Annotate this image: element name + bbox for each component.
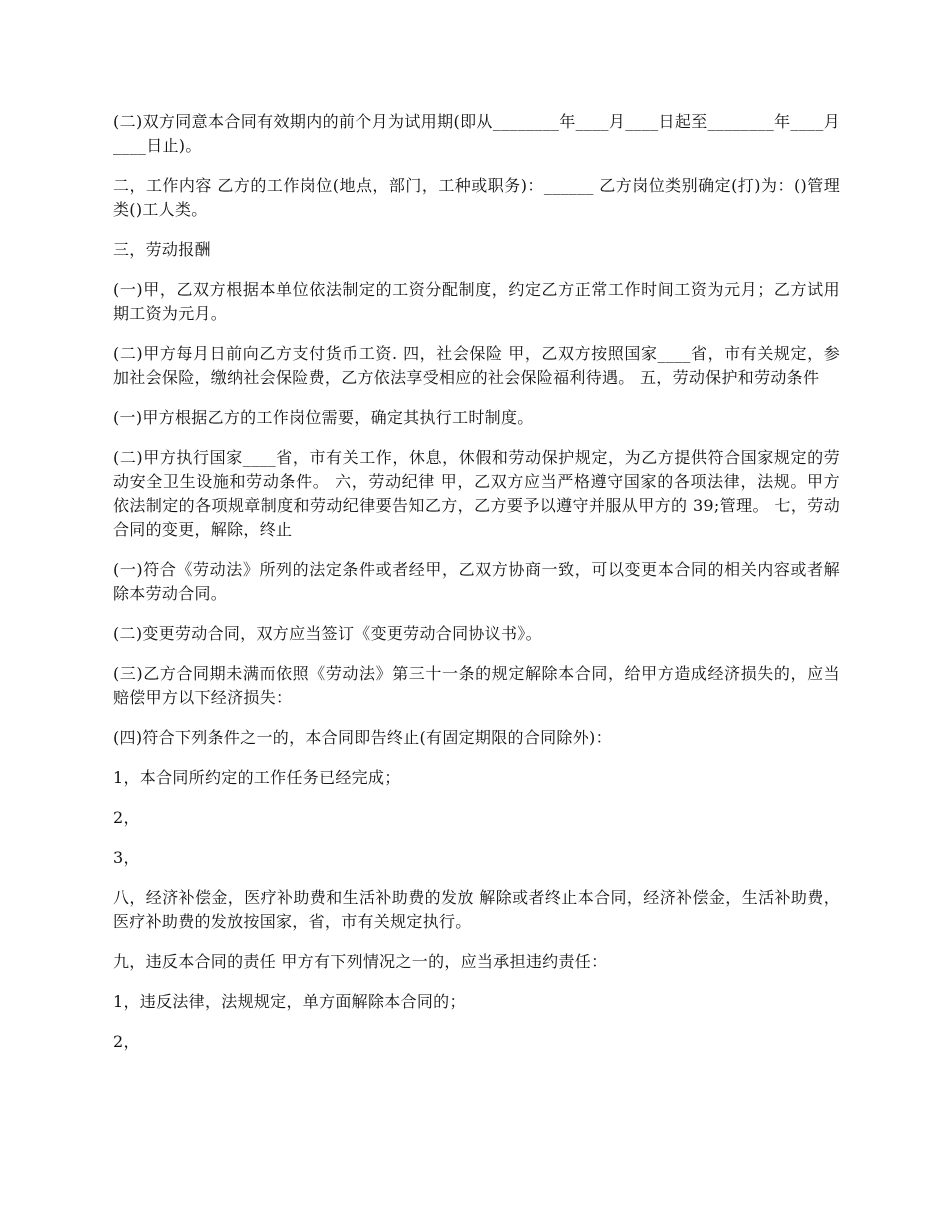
paragraph-probation-period: (二)双方同意本合同有效期内的前个月为试用期(即从________年____月____日起至________年____月____日止)。 [113,112,840,155]
list-item-condition-1: 1，本合同所约定的工作任务已经完成； [113,768,401,787]
paragraph-labor-protection-discipline: (二)甲方执行国家____省，市有关工作，休息，休假和劳动保护规定，为乙方提供符合国家规定的劳动安全卫生设施和劳动条件。 六，劳动纪律 甲，乙双方应当严格遵守国家的各项法律，法规。甲方依法制定的各项规章制度和劳动纪律要告知乙方，乙方要予以遵守并服从甲方的 39;管理。 七，劳动合同的变更，解除，终止 [113,448,840,539]
list-item-liability-1: 1，违反法律，法规规定，单方面解除本合同的； [113,992,466,1011]
paragraph-payment-social-insurance: (二)甲方每月日前向乙方支付货币工资. 四，社会保险 甲，乙双方按照国家____省，市有关规定，参加社会保险，缴纳社会保险费，乙方依法享受相应的社会保险福利待遇。 五，劳动保护和劳动条件 [113,344,840,387]
paragraph-early-termination: (三)乙方合同期未满而依照《劳动法》第三十一条的规定解除本合同，给甲方造成经济损失的，应当赔偿甲方以下经济损失： [113,664,840,707]
paragraph-contract-change: (一)符合《劳动法》所列的法定条件或者经甲，乙双方协商一致，可以变更本合同的相关内容或者解除本劳动合同。 [113,560,840,603]
paragraph-change-agreement: (二)变更劳动合同，双方应当签订《变更劳动合同协议书》。 [113,624,542,643]
document-body [113,110,840,1070]
paragraph-termination-conditions: (四)符合下列条件之一的，本合同即告终止(有固定期限的合同除外)： [113,728,612,747]
list-item-condition-2: 2， [113,808,140,827]
paragraph-job-content: 二，工作内容 乙方的工作岗位(地点，部门，工种或职务)：______ 乙方岗位类别确定(打)为：()管理类()工人类。 [113,176,840,219]
paragraph-working-hours: (一)甲方根据乙方的工作岗位需要，确定其执行工时制度。 [113,408,534,427]
paragraph-liability: 九，违反本合同的责任 甲方有下列情况之一的，应当承担违约责任： [113,952,608,971]
list-item-condition-3: 3， [113,848,140,867]
paragraph-wage-agreement: (一)甲，乙双方根据本单位依法制定的工资分配制度，约定乙方正常工作时间工资为元月；乙方试用期工资为元月。 [113,280,840,323]
heading-remuneration: 三，劳动报酬 [113,240,211,259]
list-item-liability-2: 2， [113,1032,140,1051]
paragraph-compensation: 八，经济补偿金，医疗补助费和生活补助费的发放 解除或者终止本合同，经济补偿金，生活补助费，医疗补助费的发放按国家，省，市有关规定执行。 [113,888,840,931]
